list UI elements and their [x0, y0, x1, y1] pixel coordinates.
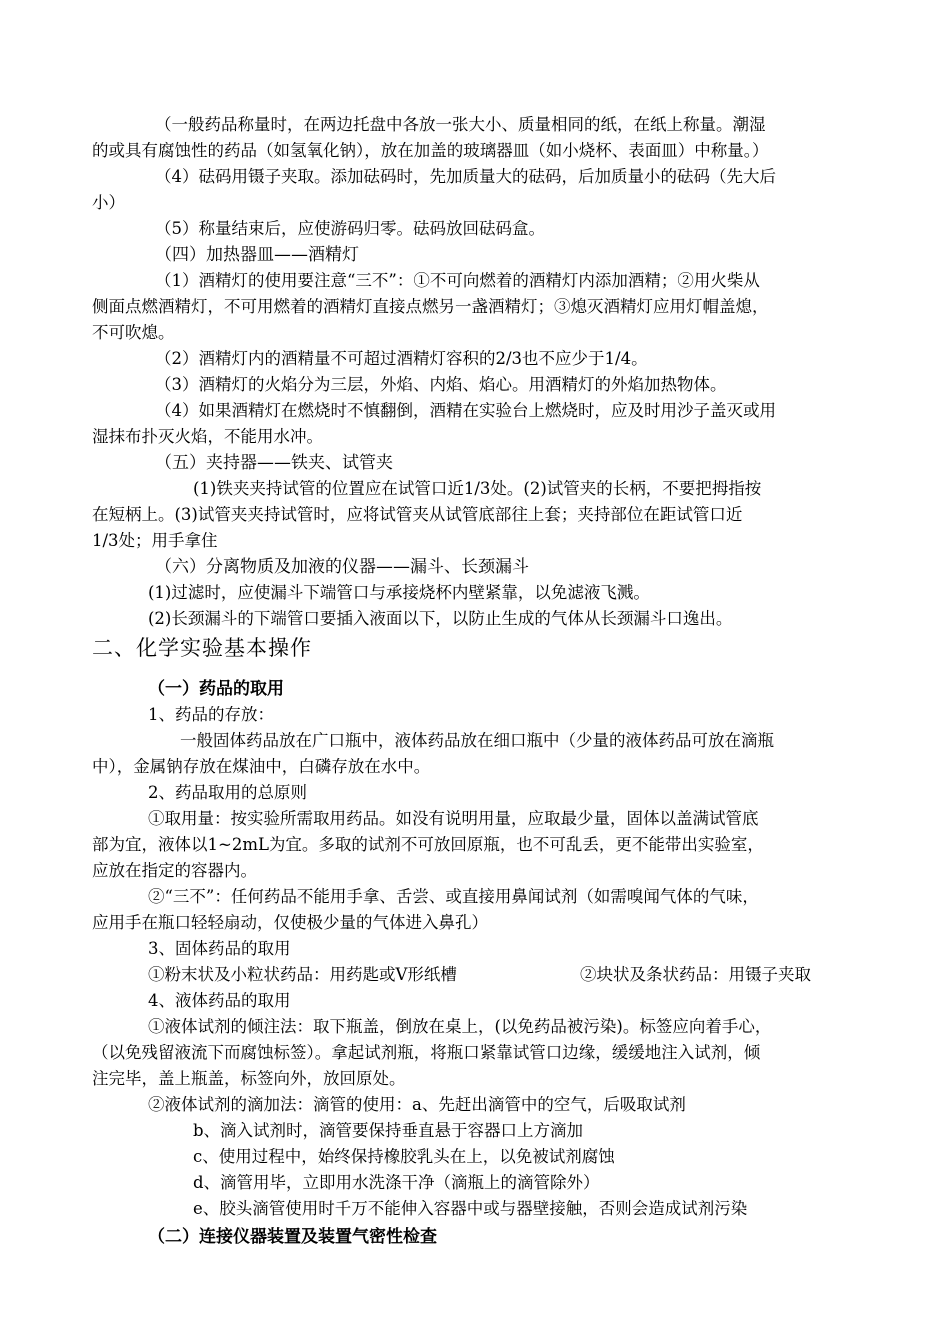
text-line: d、滴管用毕，立即用水洗涤干净（滴瓶上的滴管除外） [193, 1173, 600, 1192]
text-line: （5）称量结束后，应使游码归零。砝码放回砝码盒。 [155, 219, 545, 238]
text-line: 部为宜，液体以1~2mL为宜。多取的试剂不可放回原瓶，也不可乱丢，更不能带出实验室， [92, 835, 764, 854]
text-line: 2、药品取用的总原则 [148, 783, 307, 802]
text-line: 不可吹熄。 [92, 323, 175, 342]
text-line: 1/3处；用手拿住 [92, 531, 218, 550]
section-heading: （一）药品的取用 [148, 679, 284, 699]
text-line: （4）如果酒精灯在燃烧时不慎翻倒，酒精在实验台上燃烧时，应及时用沙子盖灭或用 [155, 401, 776, 420]
chapter-heading: 二、化学实验基本操作 [92, 636, 312, 660]
text-line: 1、药品的存放： [148, 705, 274, 724]
text-line: 在短柄上。(3)试管夹夹持试管时，应将试管夹从试管底部往上套；夹持部位在距试管口近 [92, 505, 743, 524]
text-line: 中），金属钠存放在煤油中，白磷存放在水中。 [92, 757, 431, 776]
text-line: 应用手在瓶口轻轻扇动，仅使极少量的气体进入鼻孔） [92, 913, 488, 932]
text-line: 注完毕，盖上瓶盖，标签向外，放回原处。 [92, 1069, 406, 1088]
section-heading: （二）连接仪器装置及装置气密性检查 [148, 1227, 437, 1247]
section-heading: （五）夹持器——铁夹、试管夹 [155, 453, 393, 473]
text-line: ①取用量：按实验所需取用药品。如没有说明用量，应取最少量，固体以盖满试管底 [148, 809, 759, 828]
text-line: （3）酒精灯的火焰分为三层，外焰、内焰、焰心。用酒精灯的外焰加热物体。 [155, 375, 727, 394]
text-line: (1)铁夹夹持试管的位置应在试管口近1/3处。(2)试管夹的长柄，不要把拇指按 [193, 479, 762, 498]
text-line: 的或具有腐蚀性的药品（如氢氧化钠），放在加盖的玻璃器皿（如小烧杯、表面皿）中称量。） [92, 141, 769, 160]
text-line: 4、液体药品的取用 [148, 991, 291, 1010]
text-line: 侧面点燃酒精灯，不可用燃着的酒精灯直接点燃另一盏酒精灯；③熄灭酒精灯应用灯帽盖熄， [92, 297, 769, 316]
text-line: ②液体试剂的滴加法：滴管的使用：a、先赶出滴管中的空气，后吸取试剂 [148, 1095, 686, 1114]
text-line: 湿抹布扑灭火焰，不能用水冲。 [92, 427, 323, 446]
text-line: c、使用过程中，始终保持橡胶乳头在上，以免被试剂腐蚀 [193, 1147, 615, 1166]
text-line: （2）酒精灯内的酒精量不可超过酒精灯容积的2/3也不应少于1/4。 [155, 349, 648, 368]
text-line: 3、固体药品的取用 [148, 939, 291, 958]
text-line: ②“三不”：任何药品不能用手拿、舌尝、或直接用鼻闻试剂（如需嗅闻气体的气味， [148, 887, 759, 906]
section-heading: （四）加热器皿——酒精灯 [155, 245, 359, 265]
text-line: （1）酒精灯的使用要注意“三不”：①不可向燃着的酒精灯内添加酒精；②用火柴从 [155, 271, 760, 290]
text-line: (2)长颈漏斗的下端管口要插入液面以下，以防止生成的气体从长颈漏斗口逸出。 [148, 609, 733, 628]
text-line: (1)过滤时，应使漏斗下端管口与承接烧杯内壁紧靠，以免滤液飞溅。 [148, 583, 650, 602]
text-line: （以免残留液流下而腐蚀标签）。拿起试剂瓶，将瓶口紧靠试管口边缘，缓缓地注入试剂，倾 [92, 1043, 761, 1062]
section-heading: （六）分离物质及加液的仪器——漏斗、长颈漏斗 [155, 557, 529, 577]
text-line: （4）砝码用镊子夹取。添加砝码时，先加质量大的砝码，后加质量小的砝码（先大后 [155, 167, 776, 186]
text-line: 应放在指定的容器内。 [92, 861, 257, 880]
text-line: e、胶头滴管使用时千万不能伸入容器中或与器壁接触，否则会造成试剂污染 [193, 1199, 748, 1218]
text-line: （一般药品称量时，在两边托盘中各放一张大小、质量相同的纸，在纸上称量。潮湿 [155, 115, 766, 134]
text-line: ①粉末状及小粒状药品：用药匙或V形纸槽 [148, 965, 457, 984]
text-line: b、滴入试剂时，滴管要保持垂直悬于容器口上方滴加 [193, 1121, 584, 1140]
text-line: ①液体试剂的倾注法：取下瓶盖，倒放在桌上，(以免药品被污染)。标签应向着手心， [148, 1017, 772, 1036]
text-line: 一般固体药品放在广口瓶中，液体药品放在细口瓶中（少量的液体药品可放在滴瓶 [180, 731, 774, 750]
text-line: 小） [92, 193, 125, 212]
text-line: ②块状及条状药品：用镊子夹取 [580, 965, 811, 984]
